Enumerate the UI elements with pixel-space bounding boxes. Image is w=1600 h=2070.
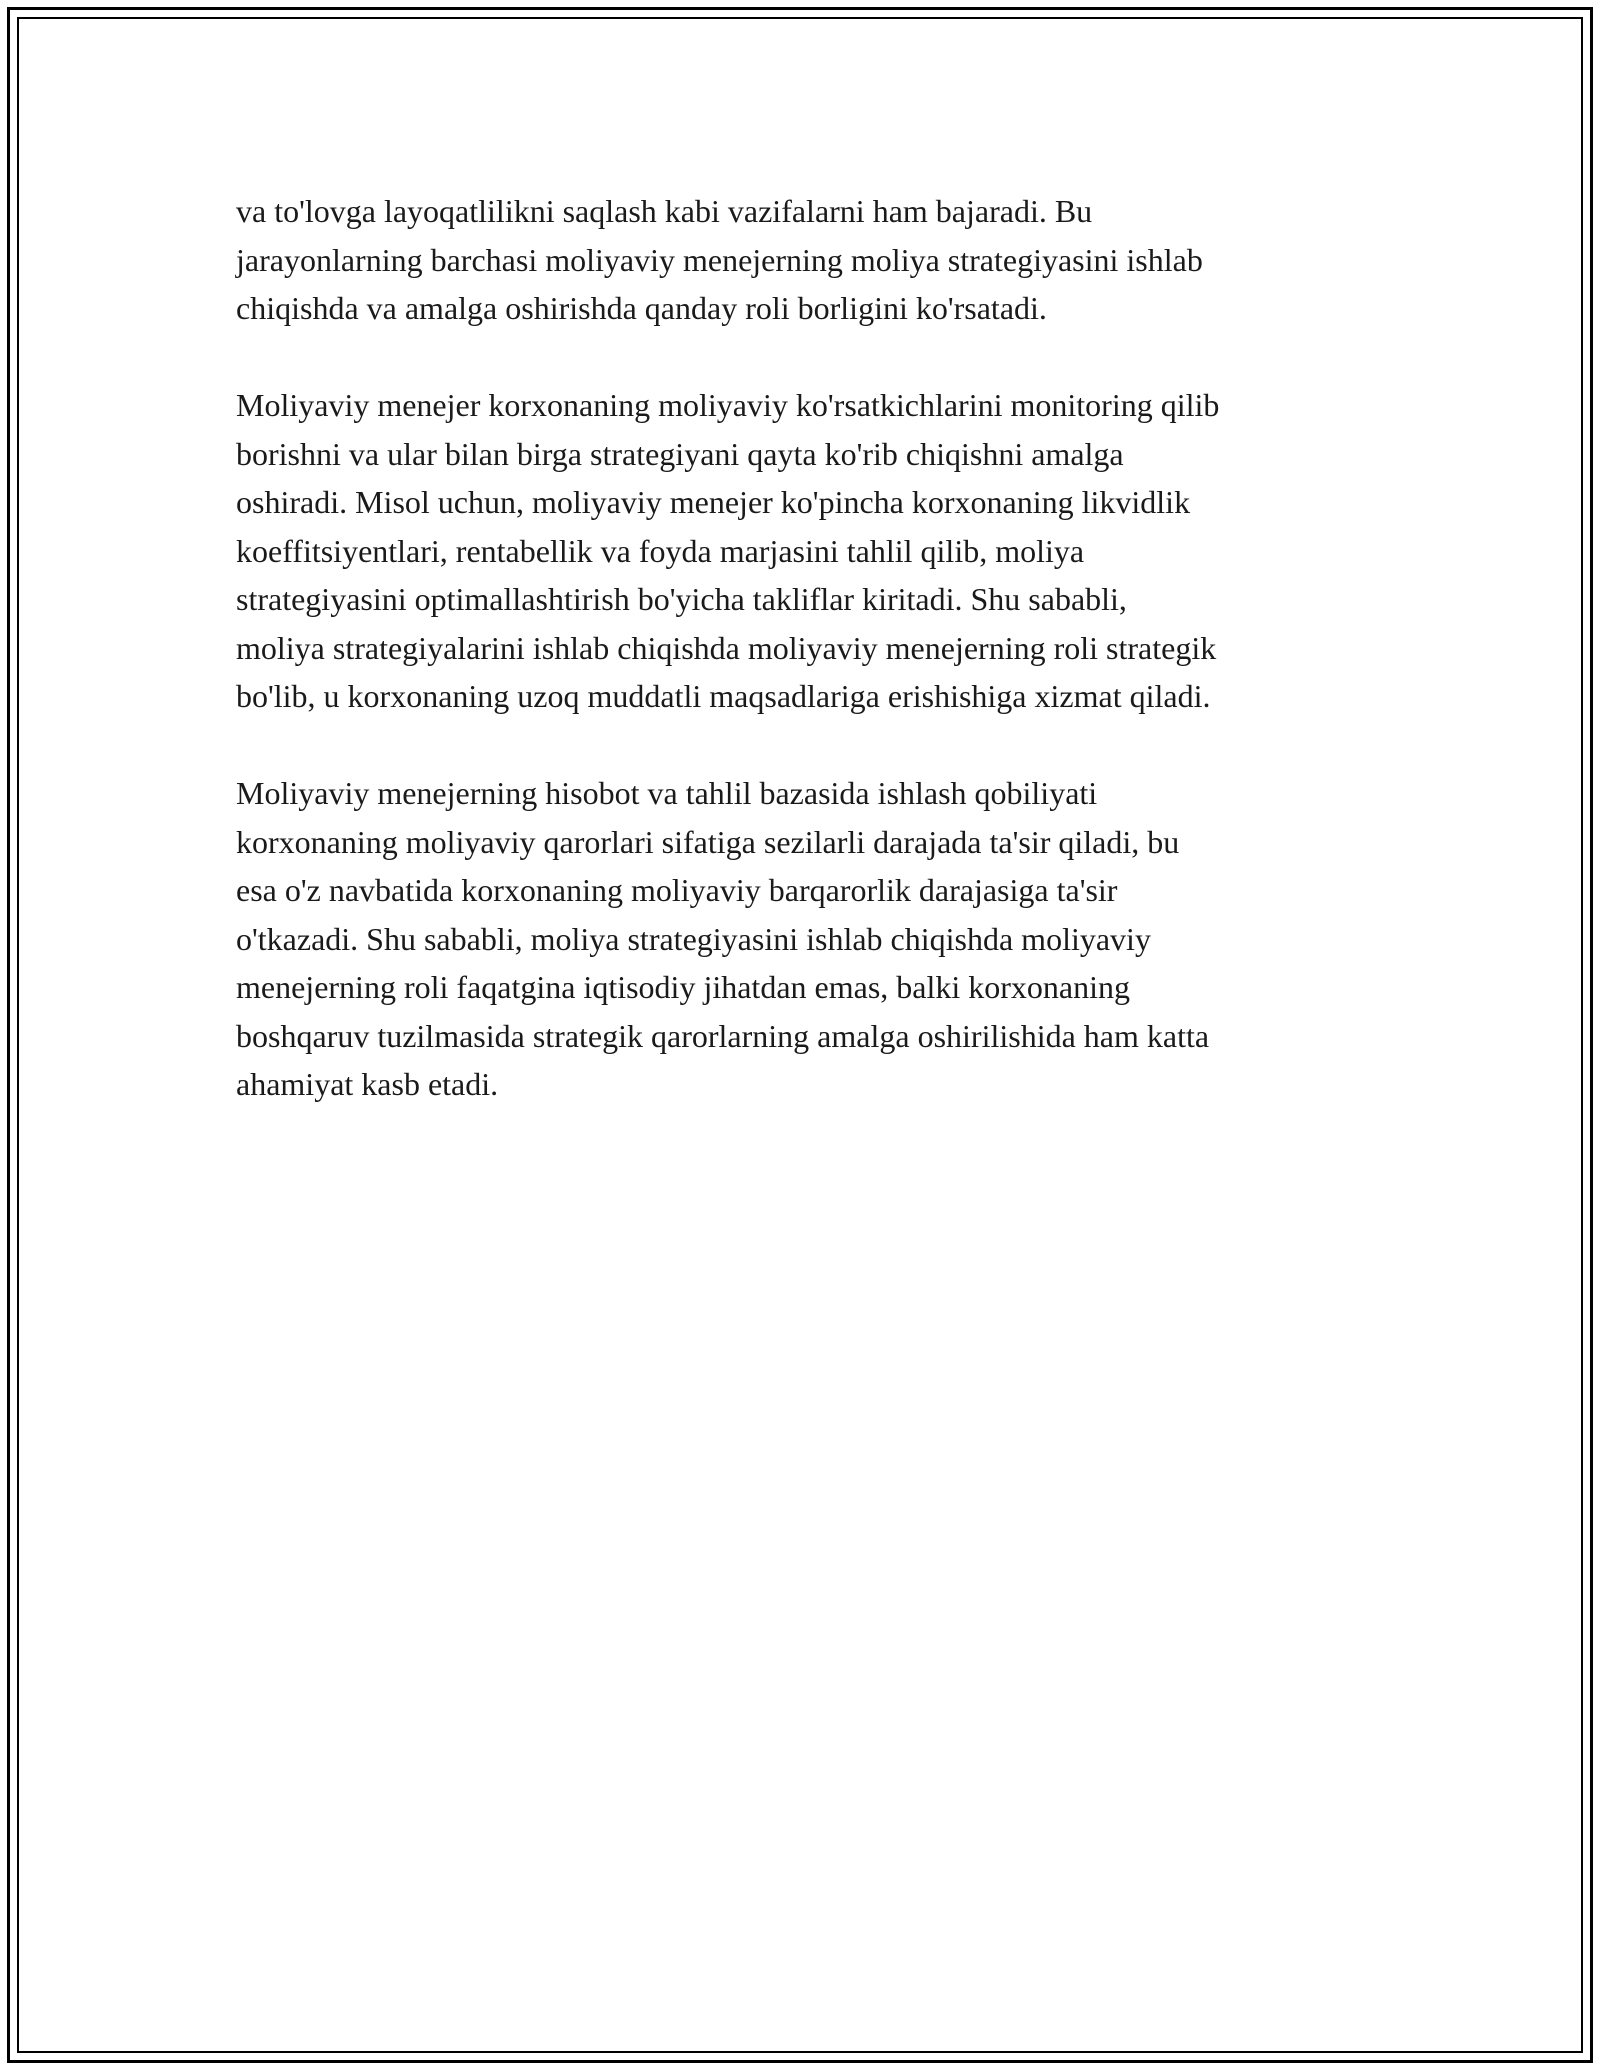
text-line: moliya strategiyalarini ishlab chiqishda moliyaviy menejerning roli strategik [236, 629, 1217, 666]
text-line: borishni va ular bilan birga strategiyani qayta ko'rib chiqishni amalga [236, 435, 1124, 472]
text-line: ahamiyat kasb etadi. [236, 1066, 499, 1102]
text-line: boshqaruv tuzilmasida strategik qarorlarning amalga oshirilishida ham katta [236, 1017, 1210, 1054]
paragraph-3 [236, 769, 1376, 1109]
text-line: va to'lovga layoqatlilikni saqlash kabi vazifalarni ham bajaradi. Bu [236, 193, 1093, 229]
text-line: koeffitsiyentlari, rentabellik va foyda marjasini tahlil qilib, moliya [236, 532, 1085, 569]
paragraph-2 [236, 381, 1376, 721]
text-line: bo'lib, u korxonaning uzoq muddatli maqsadlariga erishishiga xizmat qiladi. [236, 678, 1211, 714]
text-line: esa o'z navbatida korxonaning moliyaviy barqarorlik darajasiga ta'sir [236, 872, 1118, 908]
text-line: menejerning roli faqatgina iqtisodiy jihatdan emas, balki korxonaning [236, 969, 1130, 1005]
paragraph-1 [236, 187, 1376, 333]
text-line: korxonaning moliyaviy qarorlari sifatiga sezilarli darajada ta'sir qiladi, bu [236, 823, 1180, 860]
text-line: strategiyasini optimallashtirish bo'yicha takliflar kiritadi. Shu sababli, [236, 581, 1127, 617]
text-line: chiqishda va amalga oshirishda qanday roli borligini ko'rsatadi. [236, 290, 1047, 326]
document-body [236, 187, 1376, 1157]
text-line: oshiradi. Misol uchun, moliyaviy menejer ko'pincha korxonaning likvidlik [236, 484, 1191, 520]
text-line: Moliyaviy menejer korxonaning moliyaviy ko'rsatkichlarini monitoring qilib [236, 387, 1220, 423]
text-line: o'tkazadi. Shu sababli, moliya strategiyasini ishlab chiqishda moliyaviy [236, 920, 1151, 957]
text-line: jarayonlarning barchasi moliyaviy menejerning moliya strategiyasini ishlab [236, 241, 1203, 278]
text-line: Moliyaviy menejerning hisobot va tahlil bazasida ishlash qobiliyati [236, 775, 1098, 811]
